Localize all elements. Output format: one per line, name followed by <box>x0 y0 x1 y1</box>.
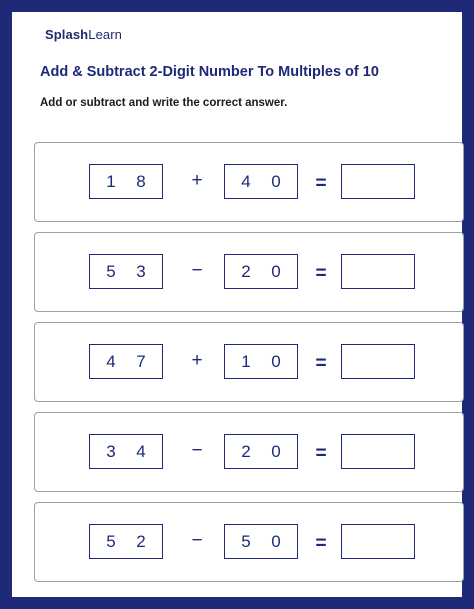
tens-digit: 3 <box>106 441 116 461</box>
operator: + <box>191 350 203 371</box>
tens-digit: 5 <box>106 531 116 551</box>
equals-sign: = <box>315 443 327 464</box>
answer-box[interactable] <box>341 524 415 559</box>
splashlearn-logo <box>45 27 122 42</box>
first-number-box <box>89 344 163 379</box>
ones-digit: 2 <box>136 531 146 551</box>
ones-digit: 0 <box>271 531 281 551</box>
second-number-box <box>224 344 298 379</box>
operator: − <box>191 260 203 281</box>
worksheet-instruction: Add or subtract and write the correct answer. <box>40 97 288 109</box>
ones-digit: 0 <box>271 261 281 281</box>
ones-digit: 4 <box>136 441 146 461</box>
equals-sign: = <box>315 173 327 194</box>
logo-text-light: Learn <box>88 27 122 42</box>
ones-digit: 0 <box>271 171 281 191</box>
tens-digit: 4 <box>241 171 251 191</box>
first-number-box <box>89 164 163 199</box>
operator: − <box>191 530 203 551</box>
tens-digit: 4 <box>106 351 116 371</box>
equals-sign: = <box>315 533 327 554</box>
first-number-box <box>89 254 163 289</box>
logo-text-bold: Splash <box>45 27 89 42</box>
equals-sign: = <box>315 263 327 284</box>
second-number-box <box>224 524 298 559</box>
ones-digit: 3 <box>136 261 146 281</box>
tens-digit: 1 <box>241 351 251 371</box>
first-number-box <box>89 524 163 559</box>
operator: − <box>191 440 203 461</box>
answer-box[interactable] <box>341 254 415 289</box>
tens-digit: 5 <box>106 261 116 281</box>
ones-digit: 7 <box>136 351 146 371</box>
ones-digit: 0 <box>271 351 281 371</box>
answer-box[interactable] <box>341 434 415 469</box>
tens-digit: 5 <box>241 531 251 551</box>
problem-row <box>34 142 464 222</box>
second-number-box <box>224 434 298 469</box>
problem-row <box>34 232 464 312</box>
problem-row <box>34 412 464 492</box>
tens-digit: 1 <box>106 171 116 191</box>
worksheet-title: Add & Subtract 2-Digit Number To Multiples of 10 <box>40 64 379 80</box>
ones-digit: 0 <box>271 441 281 461</box>
problem-list <box>34 142 464 592</box>
second-number-box <box>224 164 298 199</box>
tens-digit: 2 <box>241 261 251 281</box>
ones-digit: 8 <box>136 171 146 191</box>
problem-row <box>34 322 464 402</box>
first-number-box <box>89 434 163 469</box>
problem-row <box>34 502 464 582</box>
tens-digit: 2 <box>241 441 251 461</box>
answer-box[interactable] <box>341 164 415 199</box>
second-number-box <box>224 254 298 289</box>
operator: + <box>191 170 203 191</box>
equals-sign: = <box>315 353 327 374</box>
answer-box[interactable] <box>341 344 415 379</box>
